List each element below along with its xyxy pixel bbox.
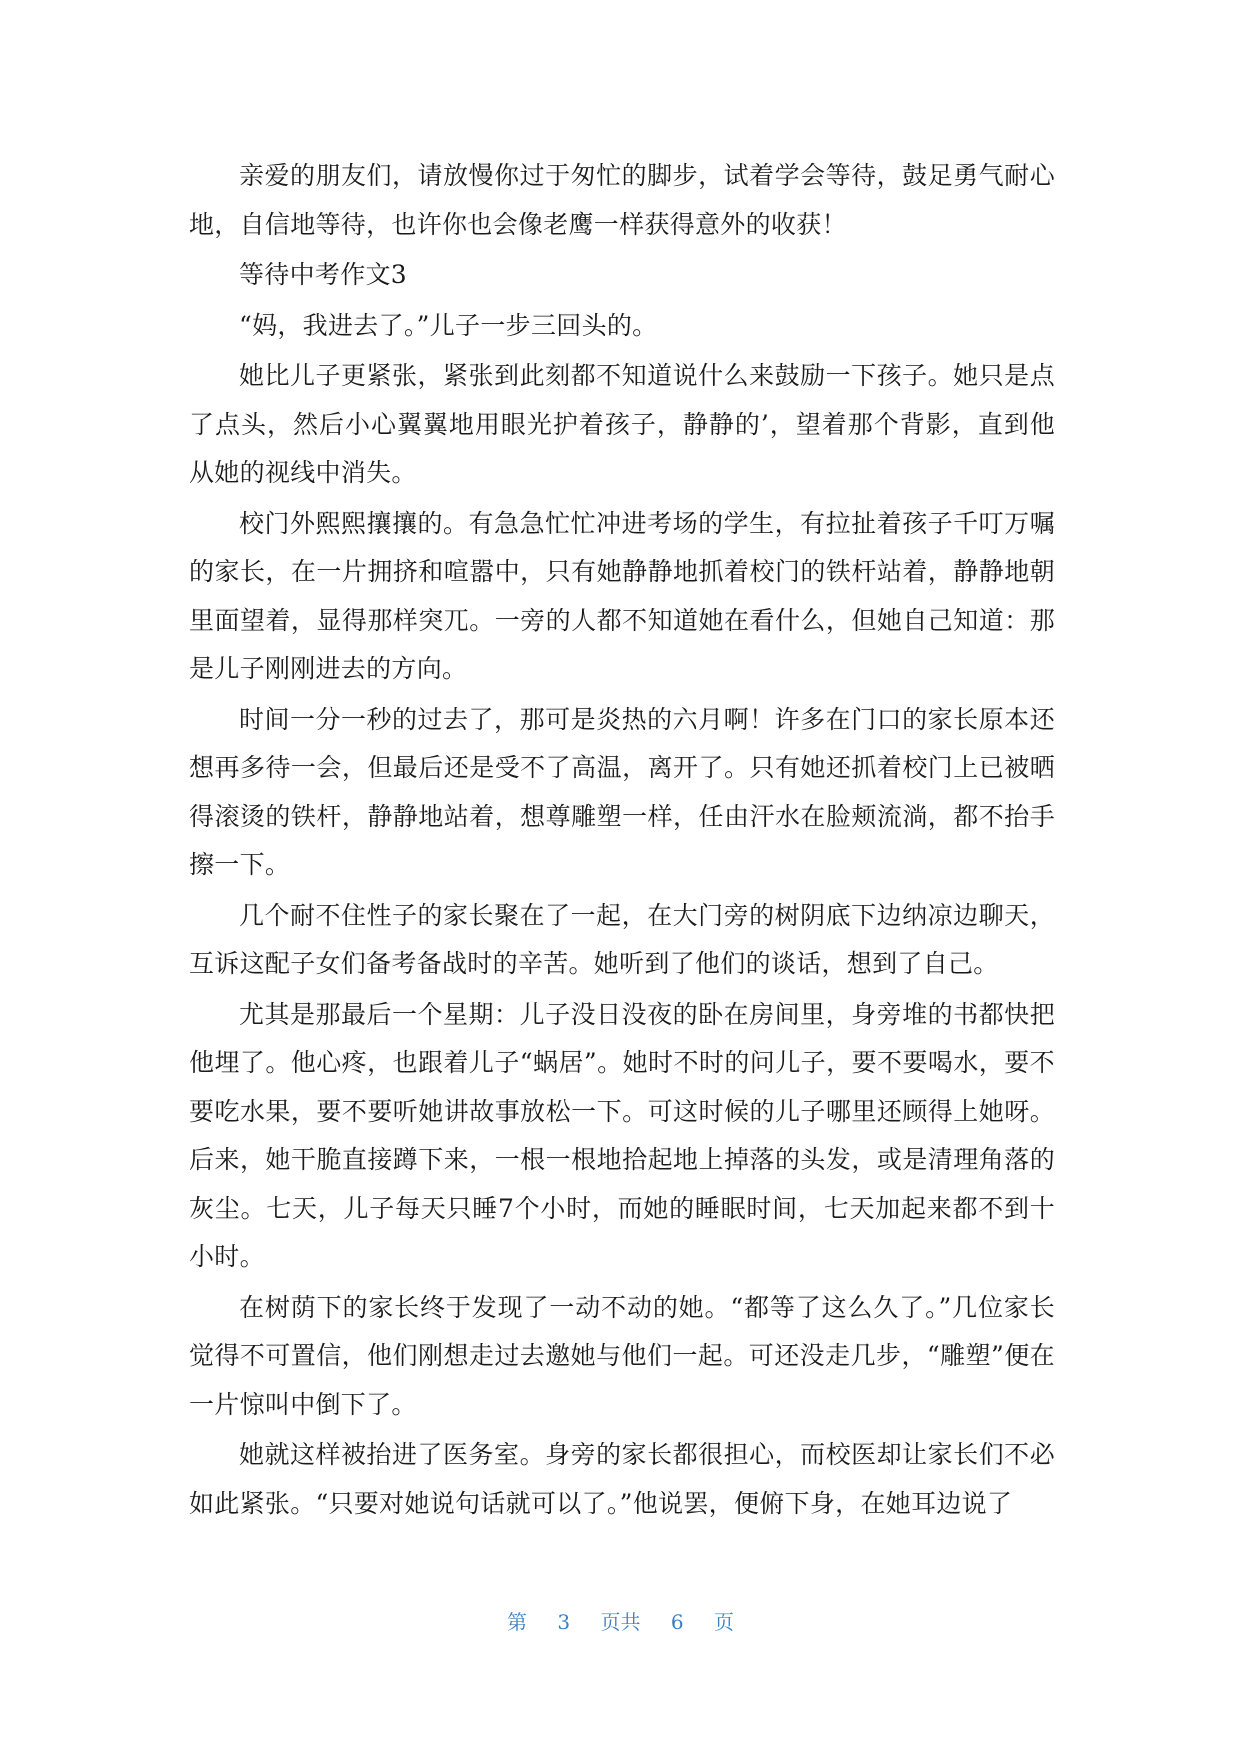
paragraph: 几个耐不住性子的家长聚在了一起，在大门旁的树阴底下边纳凉边聊天，互诉这配子女们备考备战时的辛苦。她听到了他们的谈话，想到了自己。 <box>189 900 1055 978</box>
section-heading: 等待中考作文3 <box>239 260 408 289</box>
document-body <box>189 152 1055 1528</box>
paragraph: 亲爱的朋友们，请放慢你过于匆忙的脚步，试着学会等待，鼓足勇气耐心地，自信地等待，也许你也会像老鹰一样获得意外的收获！ <box>189 161 1055 239</box>
paragraph: 在树荫下的家长终于发现了一动不动的她。“都等了这么久了。”几位家长觉得不可置信，他们刚想走过去邀她与他们一起。可还没走几步，“雕塑”便在一片惊叫中倒下了。 <box>189 1292 1055 1419</box>
footer-suffix: 页 <box>713 1610 734 1634</box>
footer-prefix: 第 <box>507 1610 528 1634</box>
paragraph: 时间一分一秒的过去了，那可是炎热的六月啊！许多在门口的家长原本还想再多待一会，但最后还是受不了高温，离开了。只有她还抓着校门上已被晒得滚烫的铁杆，静静地站着，想尊雕塑一样，任由汗水在脸颊流淌，都不抬手擦一下。 <box>189 704 1055 879</box>
current-page-number: 3 <box>557 1610 571 1634</box>
paragraph: “妈，我进去了。”儿子一步三回头的。 <box>239 310 658 340</box>
total-page-count: 6 <box>670 1610 684 1634</box>
footer-middle: 页共 <box>600 1610 641 1634</box>
paragraph: 她比儿子更紧张，紧张到此刻都不知道说什么来鼓励一下孩子。她只是点了点头，然后小心翼翼地用眼光护着孩子，静静的’，望着那个背影，直到他从她的视线中消失。 <box>189 361 1055 487</box>
paragraph: 校门外熙熙攘攘的。有急急忙忙冲进考场的学生，有拉扯着孩子千叮万嘱的家长，在一片拥挤和喧嚣中，只有她静静地抓着校门的铁杆站着，静静地朝里面望着，显得那样突兀。一旁的人都不知道她在看什么，但她自己知道：那是儿子刚刚进去的方向。 <box>189 508 1055 683</box>
paragraph: 尤其是那最后一个星期：儿子没日没夜的卧在房间里，身旁堆的书都快把他埋了。他心疼，也跟着儿子“蜗居”。她时不时的问儿子，要不要喝水，要不要吃水果，要不要听她讲故事放松一下。可这时候的儿子哪里还顾得上她呀。后来，她干脆直接蹲下来，一根一根地拾起地上掉落的头发，或是清理角落的灰尘。七天，儿子每天只睡7个小时，而她的睡眠时间，七天加起来都不到十小时。 <box>189 999 1055 1271</box>
paragraph: 她就这样被抬进了医务室。身旁的家长都很担心，而校医却让家长们不必如此紧张。“只要对她说句话就可以了。”他说罢，便俯下身，在她耳边说了 <box>189 1440 1055 1518</box>
page-footer <box>0 1606 1241 1635</box>
